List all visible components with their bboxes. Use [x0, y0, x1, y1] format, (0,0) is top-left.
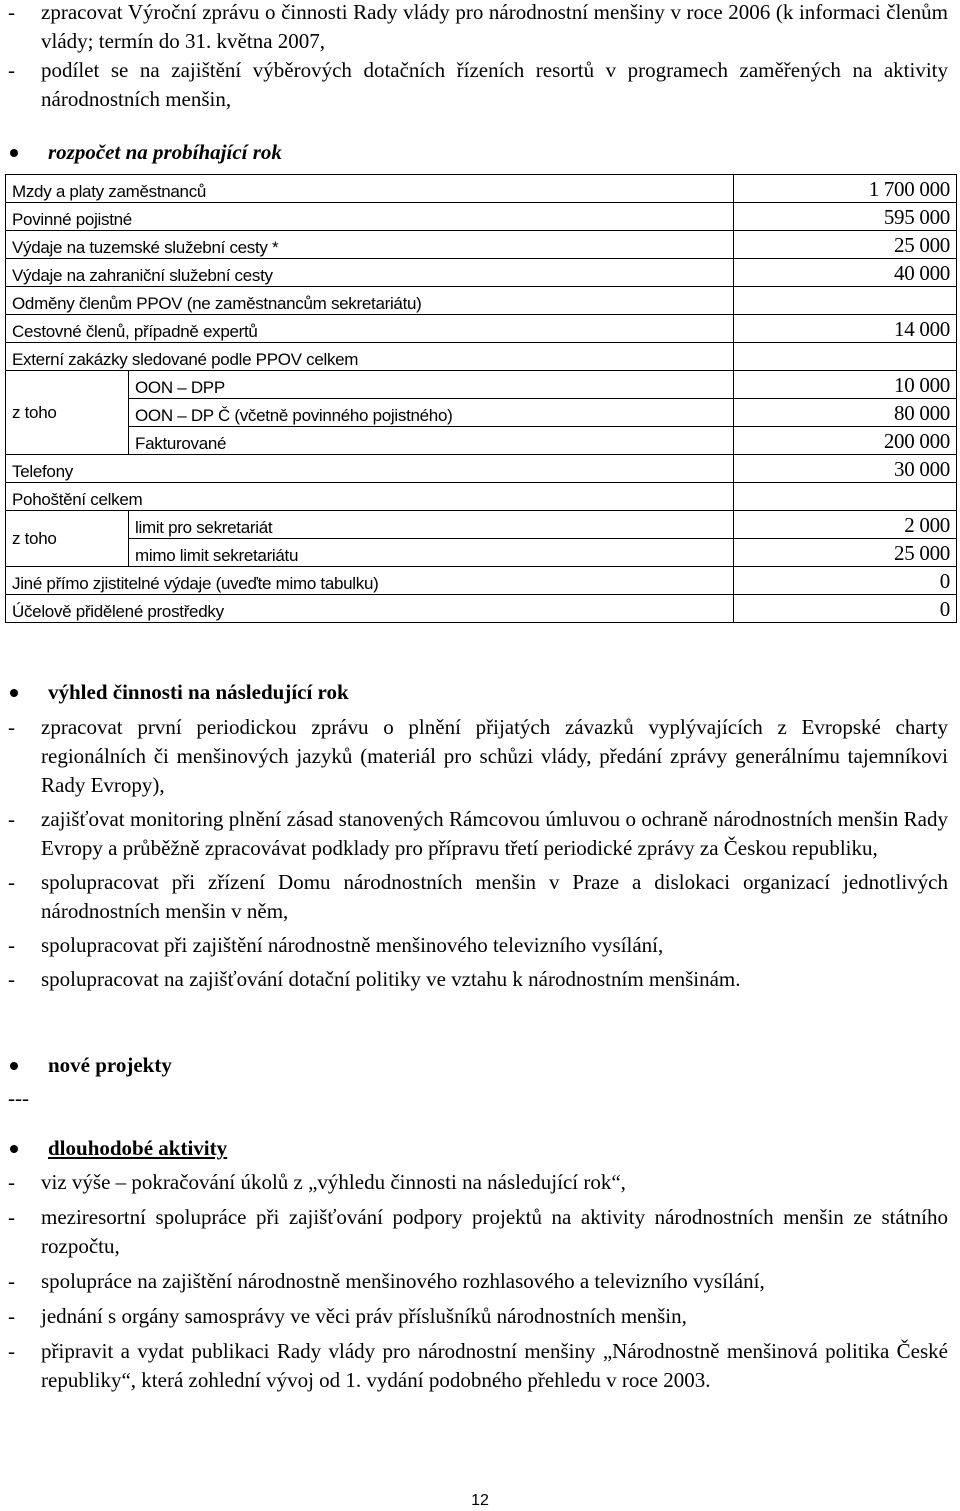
nove-section — [0, 1051, 960, 1113]
bullet-icon — [10, 1145, 18, 1153]
top-list — [0, 0, 960, 114]
list-item: - podílet se na zajištění výběrových dotačních řízeních resortů v programech zaměřených na aktivity národnostních menšin, — [8, 58, 948, 111]
list-item: - spolupráce na zajištění národnostně menšinového rozhlasového a televizního vysílání, — [8, 1269, 765, 1293]
table-row: Výdaje na tuzemské služební cesty * 25 000 — [6, 231, 957, 259]
section-heading: dlouhodobé aktivity — [0, 1134, 960, 1163]
bullet-icon — [10, 689, 18, 697]
bullet-icon — [10, 149, 18, 157]
table-row: Fakturované 200 000 — [6, 427, 957, 455]
table-row: z toho OON – DPP 10 000 — [6, 371, 957, 399]
table-row: OON – DP Č (včetně povinného pojistného) 80 000 — [6, 399, 957, 427]
table-row: Externí zakázky sledované podle PPOV celkem — [6, 343, 957, 371]
table-row: mimo limit sekretariátu 25 000 — [6, 539, 957, 567]
list-item: - jednání s orgány samosprávy ve věci práv příslušníků národnostních menšin, — [8, 1304, 687, 1328]
table-row: Jiné přímo zjistitelné výdaje (uveďte mimo tabulku) 0 — [6, 567, 957, 595]
budget-table — [5, 174, 957, 623]
dlouhodobe-section — [0, 1134, 960, 1395]
list-item: - meziresortní spolupráce při zajišťování podpory projektů na aktivity národnostních menšin ze státního rozpočtu, — [8, 1205, 948, 1258]
nove-placeholder: --- — [8, 1086, 29, 1110]
list-item: - zajišťovat monitoring plnění zásad stanovených Rámcovou úmluvou o ochraně národnostních menšin Rady Evropy a průběžně zpracovávat podklady pro přípravu třetí periodické zprávy za Českou republiku, — [8, 807, 948, 860]
table-row: Cestovné členů, případně expertů 14 000 — [6, 315, 957, 343]
bullet-icon — [10, 1062, 18, 1070]
z-toho-label: z toho — [6, 371, 129, 455]
section-heading: výhled činnosti na následující rok — [0, 678, 960, 707]
table-row: z toho limit pro sekretariát 2 000 — [6, 511, 957, 539]
table-row: Pohoštění celkem — [6, 483, 957, 511]
section-heading: nové projekty — [0, 1051, 960, 1080]
list-item: - zpracovat první periodickou zprávu o plnění přijatých závazků vyplývajících z Evropské charty regionálních či menšinových jazyků (materiál pro schůzi vlády, předání zprávy generálnímu tajemníkovi Rady Evropy), — [8, 715, 948, 797]
vyhled-section — [0, 678, 960, 994]
list-item: - spolupracovat při zajištění národnostně menšinového televizního vysílání, — [8, 933, 664, 957]
budget-heading: rozpočet na probíhající rok — [0, 138, 960, 167]
page-number: 12 — [471, 1492, 489, 1509]
table-row: Telefony 30 000 — [6, 455, 957, 483]
list-item: - viz výše – pokračování úkolů z „výhledu činnosti na následující rok“, — [8, 1170, 626, 1194]
list-item: - spolupracovat na zajišťování dotační politiky ve vztahu k národnostním menšinám. — [8, 967, 741, 991]
z-toho-label: z toho — [6, 511, 129, 567]
table-row: Mzdy a platy zaměstnanců 1 700 000 — [6, 175, 957, 203]
table-row: Účelově přidělené prostředky 0 — [6, 595, 957, 623]
table-row: Výdaje na zahraniční služební cesty 40 000 — [6, 259, 957, 287]
list-item: - spolupracovat při zřízení Domu národnostních menšin v Praze a dislokaci organizací jednotlivých národnostních menšin v něm, — [8, 870, 948, 923]
list-item: - zpracovat Výroční zprávu o činnosti Rady vlády pro národnostní menšiny v roce 2006 (k informaci členům vlády; termín do 31. května 2007, — [8, 0, 948, 53]
table-row: Povinné pojistné 595 000 — [6, 203, 957, 231]
list-item: - připravit a vydat publikaci Rady vlády pro národnostní menšiny „Národnostně menšinová politika České republiky“, která zohlední vývoj od 1. vydání podobného přehledu v roce 2003. — [8, 1339, 948, 1392]
table-row: Odměny členům PPOV (ne zaměstnancům sekretariátu) — [6, 287, 957, 315]
